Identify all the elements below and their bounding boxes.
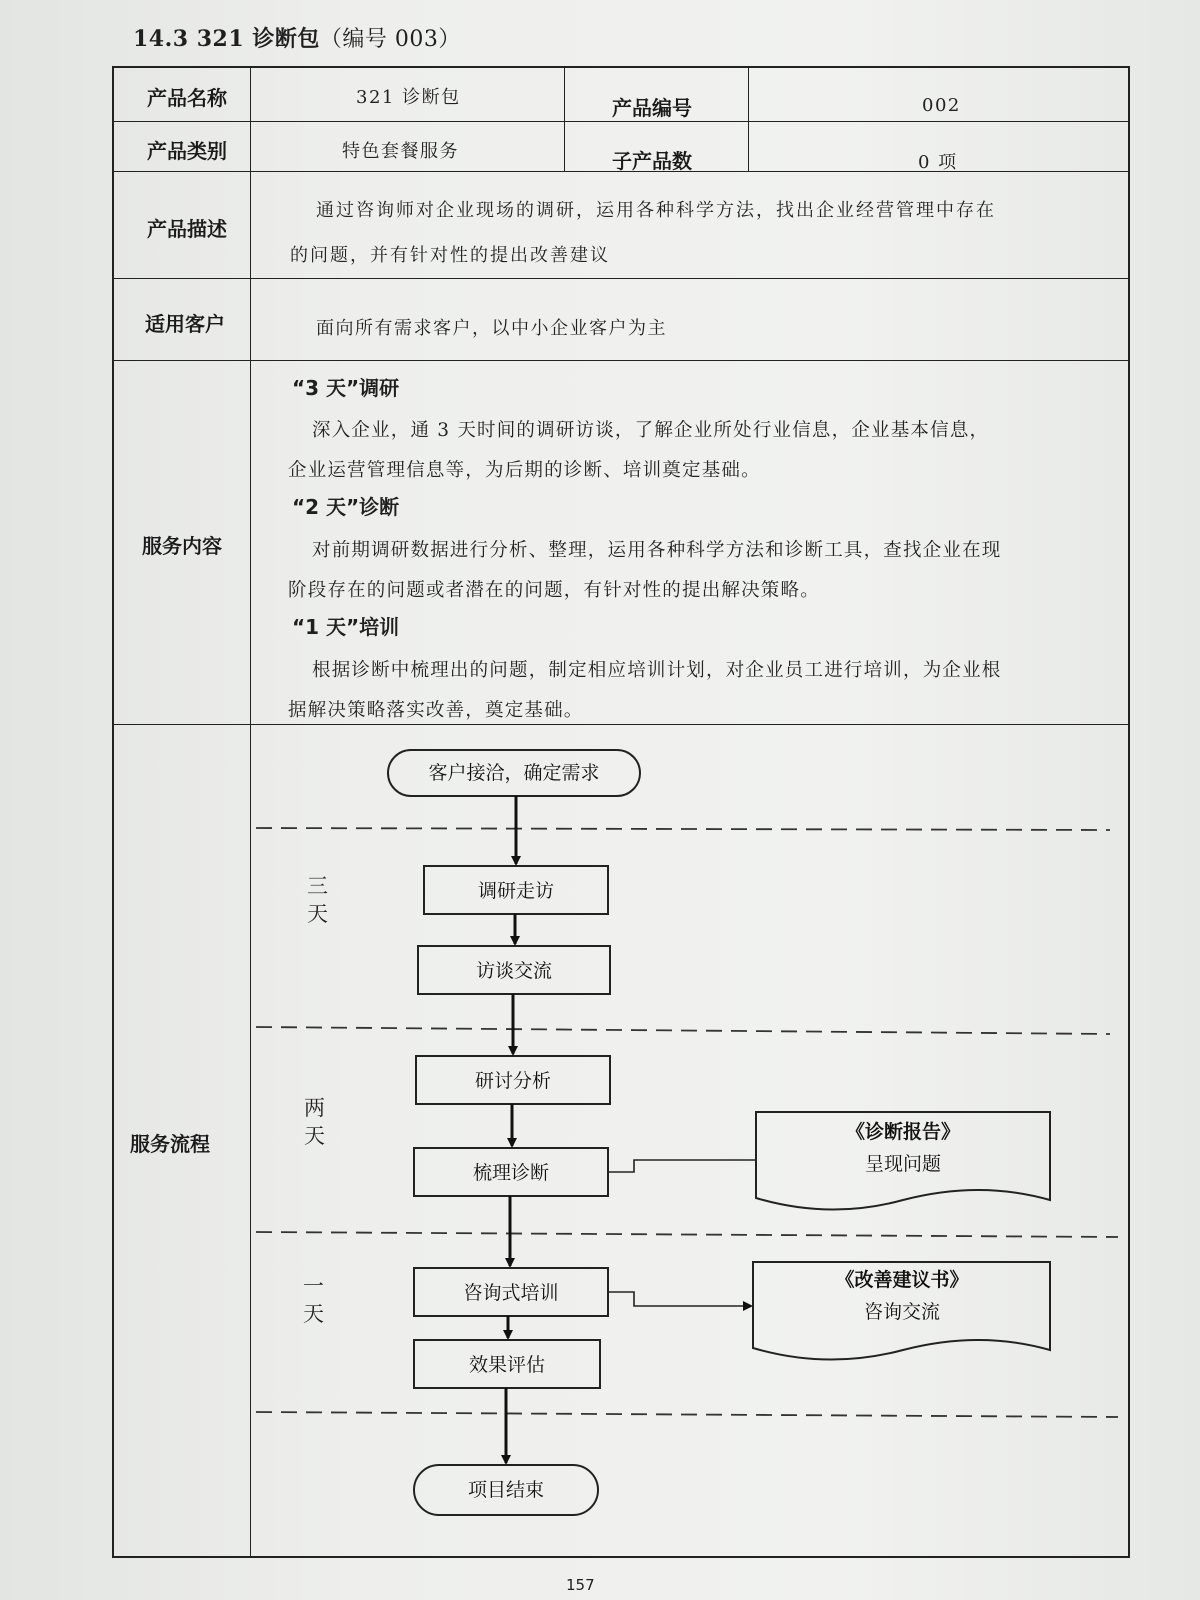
phase-separator (256, 1027, 1110, 1034)
document-title: 《诊断报告》 (845, 1121, 961, 1143)
phase-label-three-days: 三天 (307, 874, 328, 926)
product-number-value: 002 (922, 95, 961, 116)
target-customers-value: 面向所有需求客户，以中小企业客户为主 (316, 318, 667, 339)
flow-step-label: 调研走访 (477, 880, 555, 902)
flow-end-label: 项目结束 (467, 1479, 545, 1501)
product-name-label: 产品名称 (147, 86, 227, 110)
flow-step-label: 访谈交流 (475, 960, 553, 982)
service-item-title: “2 天”诊断 (292, 495, 400, 519)
document-connector (608, 1160, 756, 1172)
sub-product-count-value: 0 项 (918, 152, 958, 173)
service-item-text: 根据诊断中梳理出的问题，制定相应培训计划，对企业员工进行培训，为企业根 (312, 660, 1002, 681)
service-flow-label: 服务流程 (130, 1132, 210, 1156)
service-item-title: “3 天”调研 (292, 376, 400, 400)
flow-step-label: 效果评估 (468, 1354, 546, 1376)
product-category-label: 产品类别 (147, 139, 227, 163)
flow-start-label: 客户接洽，确定需求 (428, 762, 600, 784)
service-content-label: 服务内容 (142, 534, 222, 558)
service-item-text: 对前期调研数据进行分析、整理，运用各种科学方法和诊断工具，查找企业在现 (312, 540, 1002, 561)
service-item-text: 企业运营管理信息等，为后期的诊断、培训奠定基础。 (288, 460, 761, 481)
product-name-value: 321 诊断包 (356, 87, 461, 108)
flow-step-label: 研讨分析 (474, 1070, 552, 1092)
phase-label-one-day: 一天 (303, 1274, 324, 1326)
flow-step-label: 梳理诊断 (472, 1162, 550, 1184)
document-title: 《改善建议书》 (835, 1269, 969, 1291)
phase-separator (256, 828, 1110, 830)
product-description-line: 通过咨询师对企业现场的调研，运用各种科学方法，找出企业经营管理中存在 (316, 200, 996, 221)
service-item-title: “1 天”培训 (292, 615, 400, 639)
service-item-text: 深入企业，通 3 天时间的调研访谈，了解企业所处行业信息，企业基本信息， (312, 420, 990, 441)
target-customers-label: 适用客户 (145, 312, 225, 336)
document-connector (608, 1292, 751, 1306)
product-description-line: 的问题，并有针对性的提出改善建议 (290, 245, 610, 266)
phase-label-two-days: 两天 (304, 1096, 325, 1148)
document-text: 呈现问题 (864, 1153, 942, 1175)
page-number: 157 (566, 1576, 595, 1594)
product-number-label: 产品编号 (612, 96, 692, 120)
phase-separator (256, 1232, 1118, 1237)
flow-step-label: 咨询式培训 (463, 1282, 559, 1304)
service-item-text: 阶段存在的问题或者潜在的问题，有针对性的提出解决策略。 (288, 580, 820, 601)
service-item-text: 据解决策略落实改善，奠定基础。 (288, 700, 584, 721)
section-title: 14.3 321 诊断包 (133, 26, 320, 52)
sub-product-count-label: 子产品数 (612, 149, 692, 173)
phase-separator (256, 1412, 1118, 1417)
product-description-label: 产品描述 (147, 217, 227, 241)
product-category-value: 特色套餐服务 (342, 141, 459, 162)
section-number: （编号 003） (319, 27, 461, 52)
document-text: 咨询交流 (863, 1301, 941, 1323)
